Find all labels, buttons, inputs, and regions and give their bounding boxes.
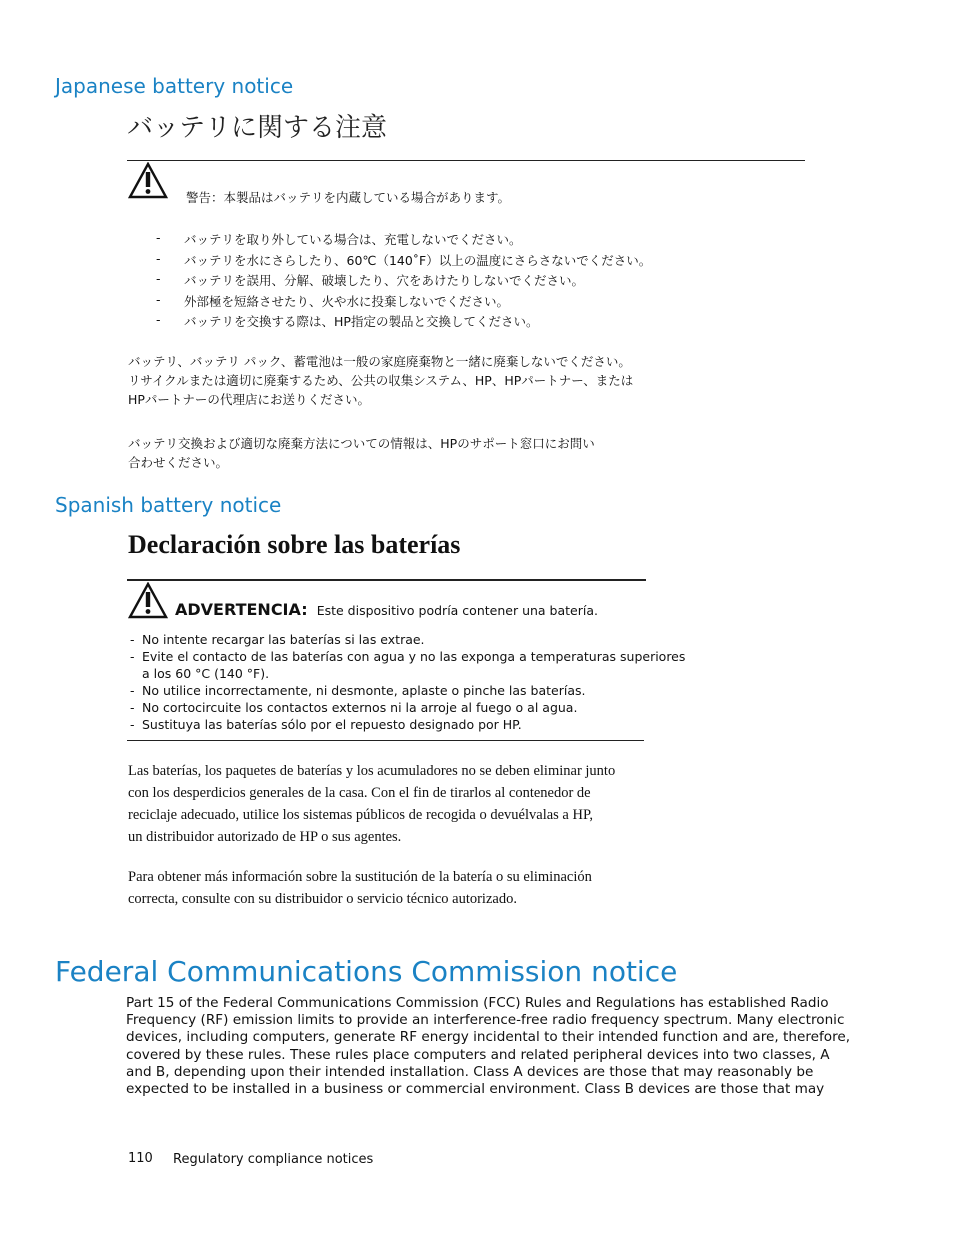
page-number: 110 (128, 1151, 153, 1166)
list-item: - 外部極を短絡させたり、火や水に投棄しないでください。 (156, 291, 510, 309)
list-item: - バッテリを交換する際は、HP指定の製品と交換してください。 (156, 312, 539, 329)
spanish-warning-list (130, 631, 685, 733)
spanish-top-rule (127, 579, 646, 581)
japanese-support-paragraph: バッテリ交換および適切な廃棄方法についての情報は、HPのサポート窓口にお問い 合わせください。 (128, 436, 595, 470)
footer-section-title: Regulatory compliance notices (173, 1152, 374, 1167)
japanese-disposal-paragraph: バッテリ、バッテリ パック、蓄電池は一般の家庭廃棄物と一緒に廃棄しないでください。 リサイクルまたは適切に廃棄するため、公共の収集システム、HP、HPパートナー、または HPパートナーの代理店にお送りください。 (128, 354, 634, 407)
list-item: - バッテリを水にさらしたり、60℃（140˚F）以上の温度にさらさないでください。 (156, 250, 652, 268)
warning-triangle-icon (128, 162, 168, 200)
japanese-rule (127, 160, 805, 161)
japanese-battery-heading: Japanese battery notice (55, 74, 294, 98)
spanish-notice-title: Declaración sobre las baterías (128, 530, 461, 559)
spanish-support-paragraph: Para obtener más información sobre la sustitución de la batería o su eliminación correcta, consulte con su distribuidor o servicio técnico autorizado. (128, 869, 592, 907)
fcc-heading: Federal Communications Commission notice (55, 955, 678, 988)
fcc-paragraph: Part 15 of the Federal Communications Commission (FCC) Rules and Regulations has established Radio Frequency (RF) emission limits to provide an interference-free radio frequency spectrum. Many electronic devices, including computers, generate RF energy incidental to their intended function and are, therefore, covered by these rules. These rules place computers and related peripheral devices into two classes, A and B, depending upon their intended installation. Class A devices are those that may reasonably be expected to be installed in a business or commercial environment. Class B devices are those that may (126, 995, 851, 1098)
japanese-warning-text: 警告：本製品はバッテリを内蔵している場合があります。 (186, 190, 511, 205)
list-item: - バッテリを取り外している場合は、充電しないでください。 (156, 230, 522, 247)
list-item: - Evite el contacto de las baterías con agua y no las exponga a temperaturas superiores a los 60 °C (140 °F). (130, 649, 686, 681)
warning-triangle-icon (128, 582, 168, 620)
spanish-bottom-rule (127, 740, 644, 741)
list-item: - Sustituya las baterías sólo por el repuesto designado por HP. (130, 717, 522, 732)
spanish-battery-heading: Spanish battery notice (55, 493, 282, 517)
list-item: - バッテリを誤用、分解、破壊したり、穴をあけたりしないでください。 (156, 271, 585, 288)
japanese-warning-list (156, 230, 651, 333)
list-item: - No intente recargar las baterías si las extrae. (130, 632, 425, 647)
warning-text: Este dispositivo podría contener una batería. (316, 603, 598, 618)
warning-label: ADVERTENCIA: (175, 600, 308, 619)
spanish-warning (175, 600, 598, 619)
spanish-disposal-paragraph: Las baterías, los paquetes de baterías y los acumuladores no se deben eliminar junto con los desperdicios generales de la casa. Con el fin de tirarlos al contenedor de reciclaje adecuado, utilice los sistemas públicos de recogida o devuélvalas a HP, un distribuidor autorizado de HP o sus agentes. (128, 763, 616, 845)
list-item: - No cortocircuite los contactos externos ni la arroje al fuego o al agua. (130, 700, 578, 715)
japanese-notice-title: バッテリに関する注意 (127, 113, 388, 143)
list-item: - No utilice incorrectamente, ni desmonte, aplaste o pinche las baterías. (130, 683, 586, 698)
